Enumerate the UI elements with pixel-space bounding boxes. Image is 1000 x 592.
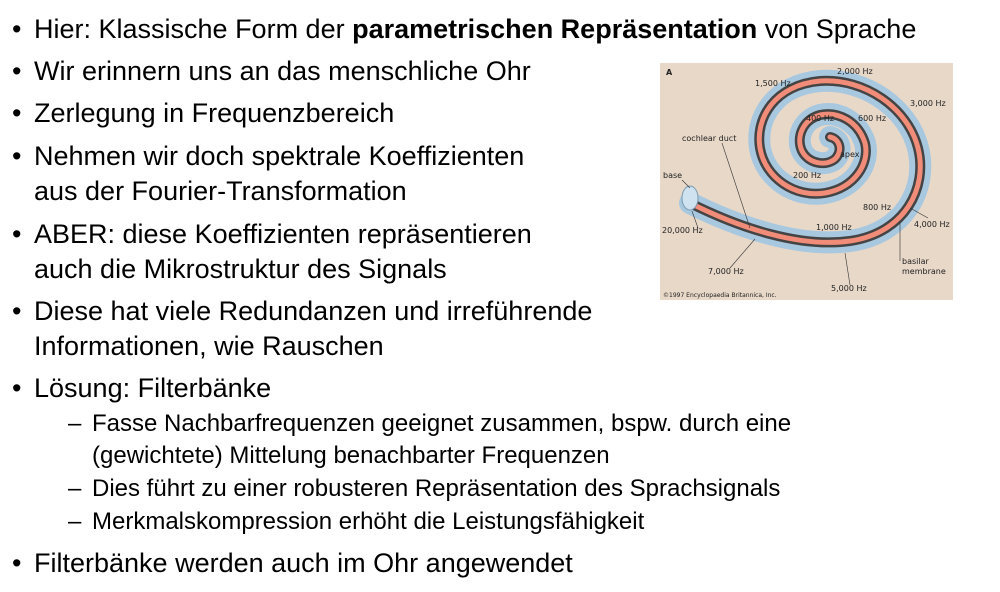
bullet-text-post: von Sprache — [757, 14, 917, 44]
bullet-marker: • — [12, 141, 22, 171]
bullet-text: Wir erinnern uns an das menschliche Ohr — [34, 56, 531, 86]
bullet-marker: • — [12, 56, 22, 86]
bullet-text — [34, 12, 916, 47]
cochlea-base-opening — [682, 186, 698, 210]
label-1500hz: 1,500 Hz — [755, 79, 791, 88]
bullet-marker: • — [12, 219, 22, 249]
label-basilar: basilar — [902, 257, 929, 266]
label-600hz: 600 Hz — [858, 114, 887, 123]
label-membrane: membrane — [902, 267, 946, 276]
sub-bullet-text: Dies führt zu einer robusteren Repräsentation des Sprachsignals — [92, 475, 781, 502]
label-5000hz: 5,000 Hz — [831, 284, 867, 293]
sub-bullet-marker: – — [68, 410, 82, 437]
bullet-marker: • — [12, 14, 22, 44]
sub-bullet-marker: – — [68, 508, 82, 535]
bullet-text-bold: parametrischen Repräsentation — [352, 14, 758, 44]
bullet-text-line1: Diese hat viele Redundanzen und irreführende — [34, 296, 593, 326]
label-base: base — [663, 171, 683, 180]
bullet-text-line1: ABER: diese Koeffizienten repräsentieren — [34, 219, 532, 249]
bullet-text: Filterbänke werden auch im Ohr angewendet — [34, 548, 573, 578]
label-400hz: 400 Hz — [806, 114, 835, 123]
figure-copyright: ©1997 Encyclopaedia Britannica, Inc. — [663, 292, 777, 299]
cochlea-figure — [660, 63, 953, 300]
cochlea-illustration — [660, 63, 953, 300]
sub-bullet-marker: – — [68, 475, 82, 502]
bullet-text-line2: Informationen, wie Rauschen — [34, 331, 384, 361]
label-1000hz: 1,000 Hz — [816, 223, 852, 232]
label-800hz: 800 Hz — [863, 203, 892, 212]
label-7000hz: 7,000 Hz — [708, 267, 744, 276]
bullet-marker: • — [12, 98, 22, 128]
bullet-text-line2: auch die Mikrostruktur des Signals — [34, 254, 447, 284]
label-2000hz: 2,000 Hz — [837, 67, 873, 76]
label-200hz: 200 Hz — [793, 171, 822, 180]
bullet-text-line1: Nehmen wir doch spektrale Koeffizienten — [34, 141, 525, 171]
bullet-marker: • — [12, 296, 22, 326]
panel-label: A — [666, 68, 673, 77]
bullet-text-line2: aus der Fourier-Transformation — [34, 176, 407, 206]
label-cochlear-duct: cochlear duct — [682, 134, 737, 143]
bullet-marker: • — [12, 373, 22, 403]
label-20000hz: 20,000 Hz — [662, 226, 703, 235]
label-4000hz: 4,000 Hz — [914, 220, 950, 229]
sub-bullet-text: Merkmalskompression erhöht die Leistungsfähigkeit — [92, 508, 645, 535]
sub-bullet-text-line1: Fasse Nachbarfrequenzen geeignet zusammen, bspw. durch eine — [92, 410, 792, 437]
bullet-text: Zerlegung in Frequenzbereich — [34, 98, 395, 128]
label-apex: apex — [840, 150, 860, 159]
sub-bullet-text-line2: (gewichtete) Mittelung benachbarter Frequenzen — [92, 442, 610, 469]
bullet-text-pre: Hier: Klassische Form der — [34, 14, 353, 44]
bullet-text: Lösung: Filterbänke — [34, 373, 272, 403]
bullet-marker: • — [12, 548, 22, 578]
label-3000hz: 3,000 Hz — [910, 99, 946, 108]
